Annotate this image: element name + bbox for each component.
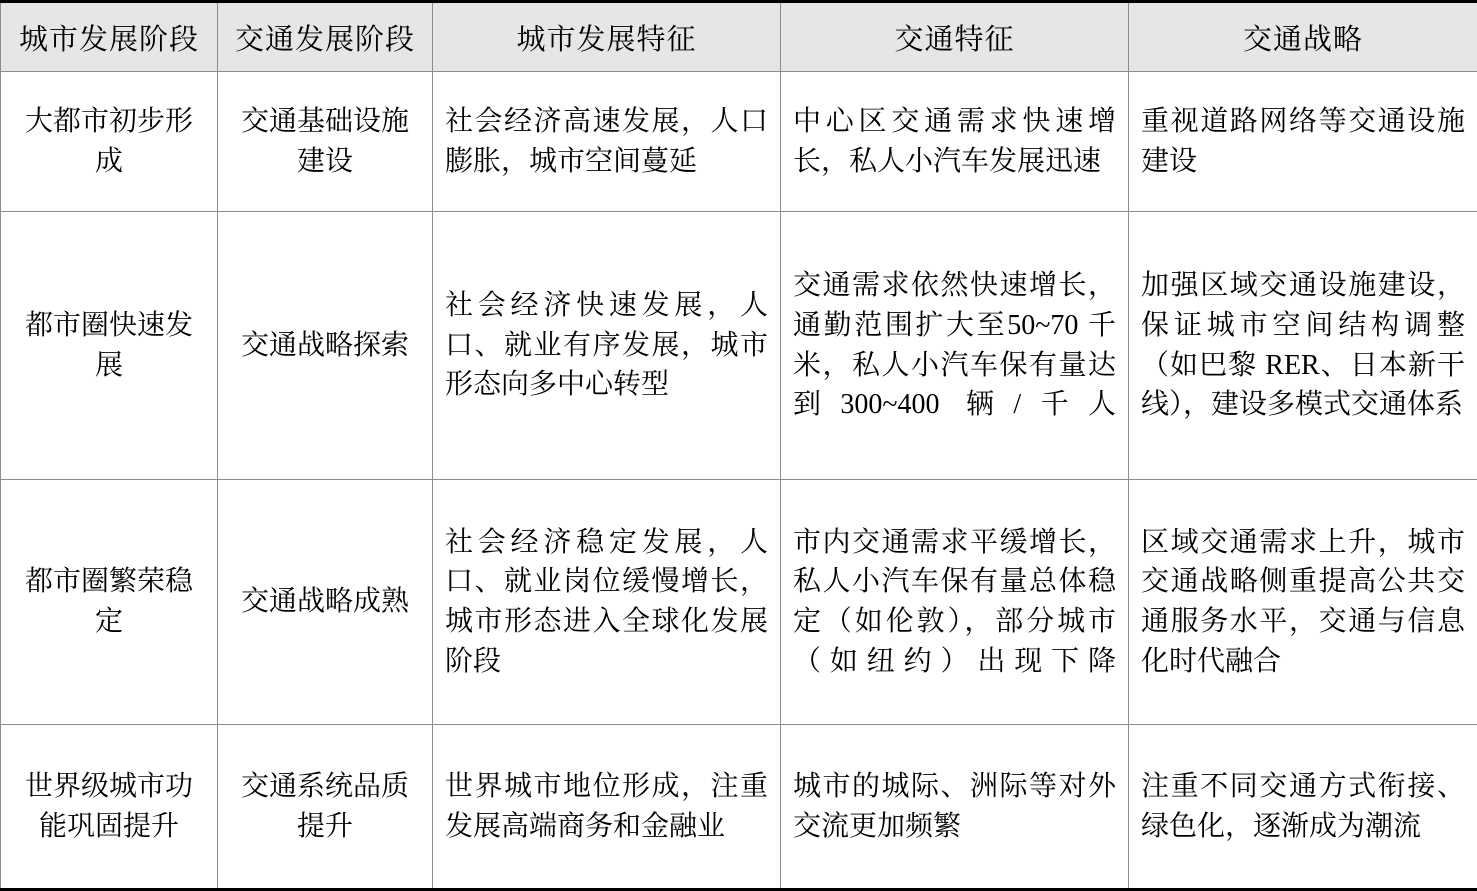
column-header-city-features: 城市发展特征	[433, 2, 781, 72]
cell-city-features: 社会经济快速发展，人口、就业有序发展，城市形态向多中心转型	[433, 212, 781, 480]
cell-city-stage: 大都市初步形成	[1, 72, 218, 212]
cell-transport-stage: 交通战略成熟	[218, 480, 433, 725]
cell-transport-strategy: 区域交通需求上升，城市交通战略侧重提高公共交通服务水平，交通与信息化时代融合	[1129, 480, 1477, 725]
cell-transport-features: 市内交通需求平缓增长，私人小汽车保有量总体稳定（如伦敦），部分城市（如纽约）出现下降	[781, 480, 1129, 725]
column-header-city-stage: 城市发展阶段	[1, 2, 218, 72]
column-header-transport-stage: 交通发展阶段	[218, 2, 433, 72]
cell-transport-strategy: 注重不同交通方式衔接、绿色化，逐渐成为潮流	[1129, 725, 1477, 890]
cell-transport-strategy: 重视道路网络等交通设施建设	[1129, 72, 1477, 212]
cell-transport-features: 中心区交通需求快速增长，私人小汽车发展迅速	[781, 72, 1129, 212]
table-row	[1, 480, 1477, 725]
table-header	[1, 2, 1477, 72]
header-row	[1, 2, 1477, 72]
cell-city-stage: 都市圈快速发展	[1, 212, 218, 480]
cell-transport-features: 交通需求依然快速增长，通勤范围扩大至50~70 千米，私人小汽车保有量达到300~400 辆/千人	[781, 212, 1129, 480]
table-row	[1, 72, 1477, 212]
column-header-transport-features: 交通特征	[781, 2, 1129, 72]
cell-transport-stage: 交通系统品质提升	[218, 725, 433, 890]
column-header-transport-strategy: 交通战略	[1129, 2, 1477, 72]
cell-city-stage: 都市圈繁荣稳定	[1, 480, 218, 725]
cell-city-stage: 世界级城市功能巩固提升	[1, 725, 218, 890]
table-row	[1, 212, 1477, 480]
cell-city-features: 社会经济高速发展，人口膨胀，城市空间蔓延	[433, 72, 781, 212]
table-body	[1, 72, 1477, 890]
table-row	[1, 725, 1477, 890]
cell-city-features: 世界城市地位形成，注重发展高端商务和金融业	[433, 725, 781, 890]
cell-transport-stage: 交通基础设施建设	[218, 72, 433, 212]
cell-transport-strategy: 加强区域交通设施建设，保证城市空间结构调整（如巴黎 RER、日本新干线），建设多模式交通体系	[1129, 212, 1477, 480]
cell-city-features: 社会经济稳定发展，人口、就业岗位缓慢增长，城市形态进入全球化发展阶段	[433, 480, 781, 725]
cell-transport-stage: 交通战略探索	[218, 212, 433, 480]
cell-transport-features: 城市的城际、洲际等对外交流更加频繁	[781, 725, 1129, 890]
